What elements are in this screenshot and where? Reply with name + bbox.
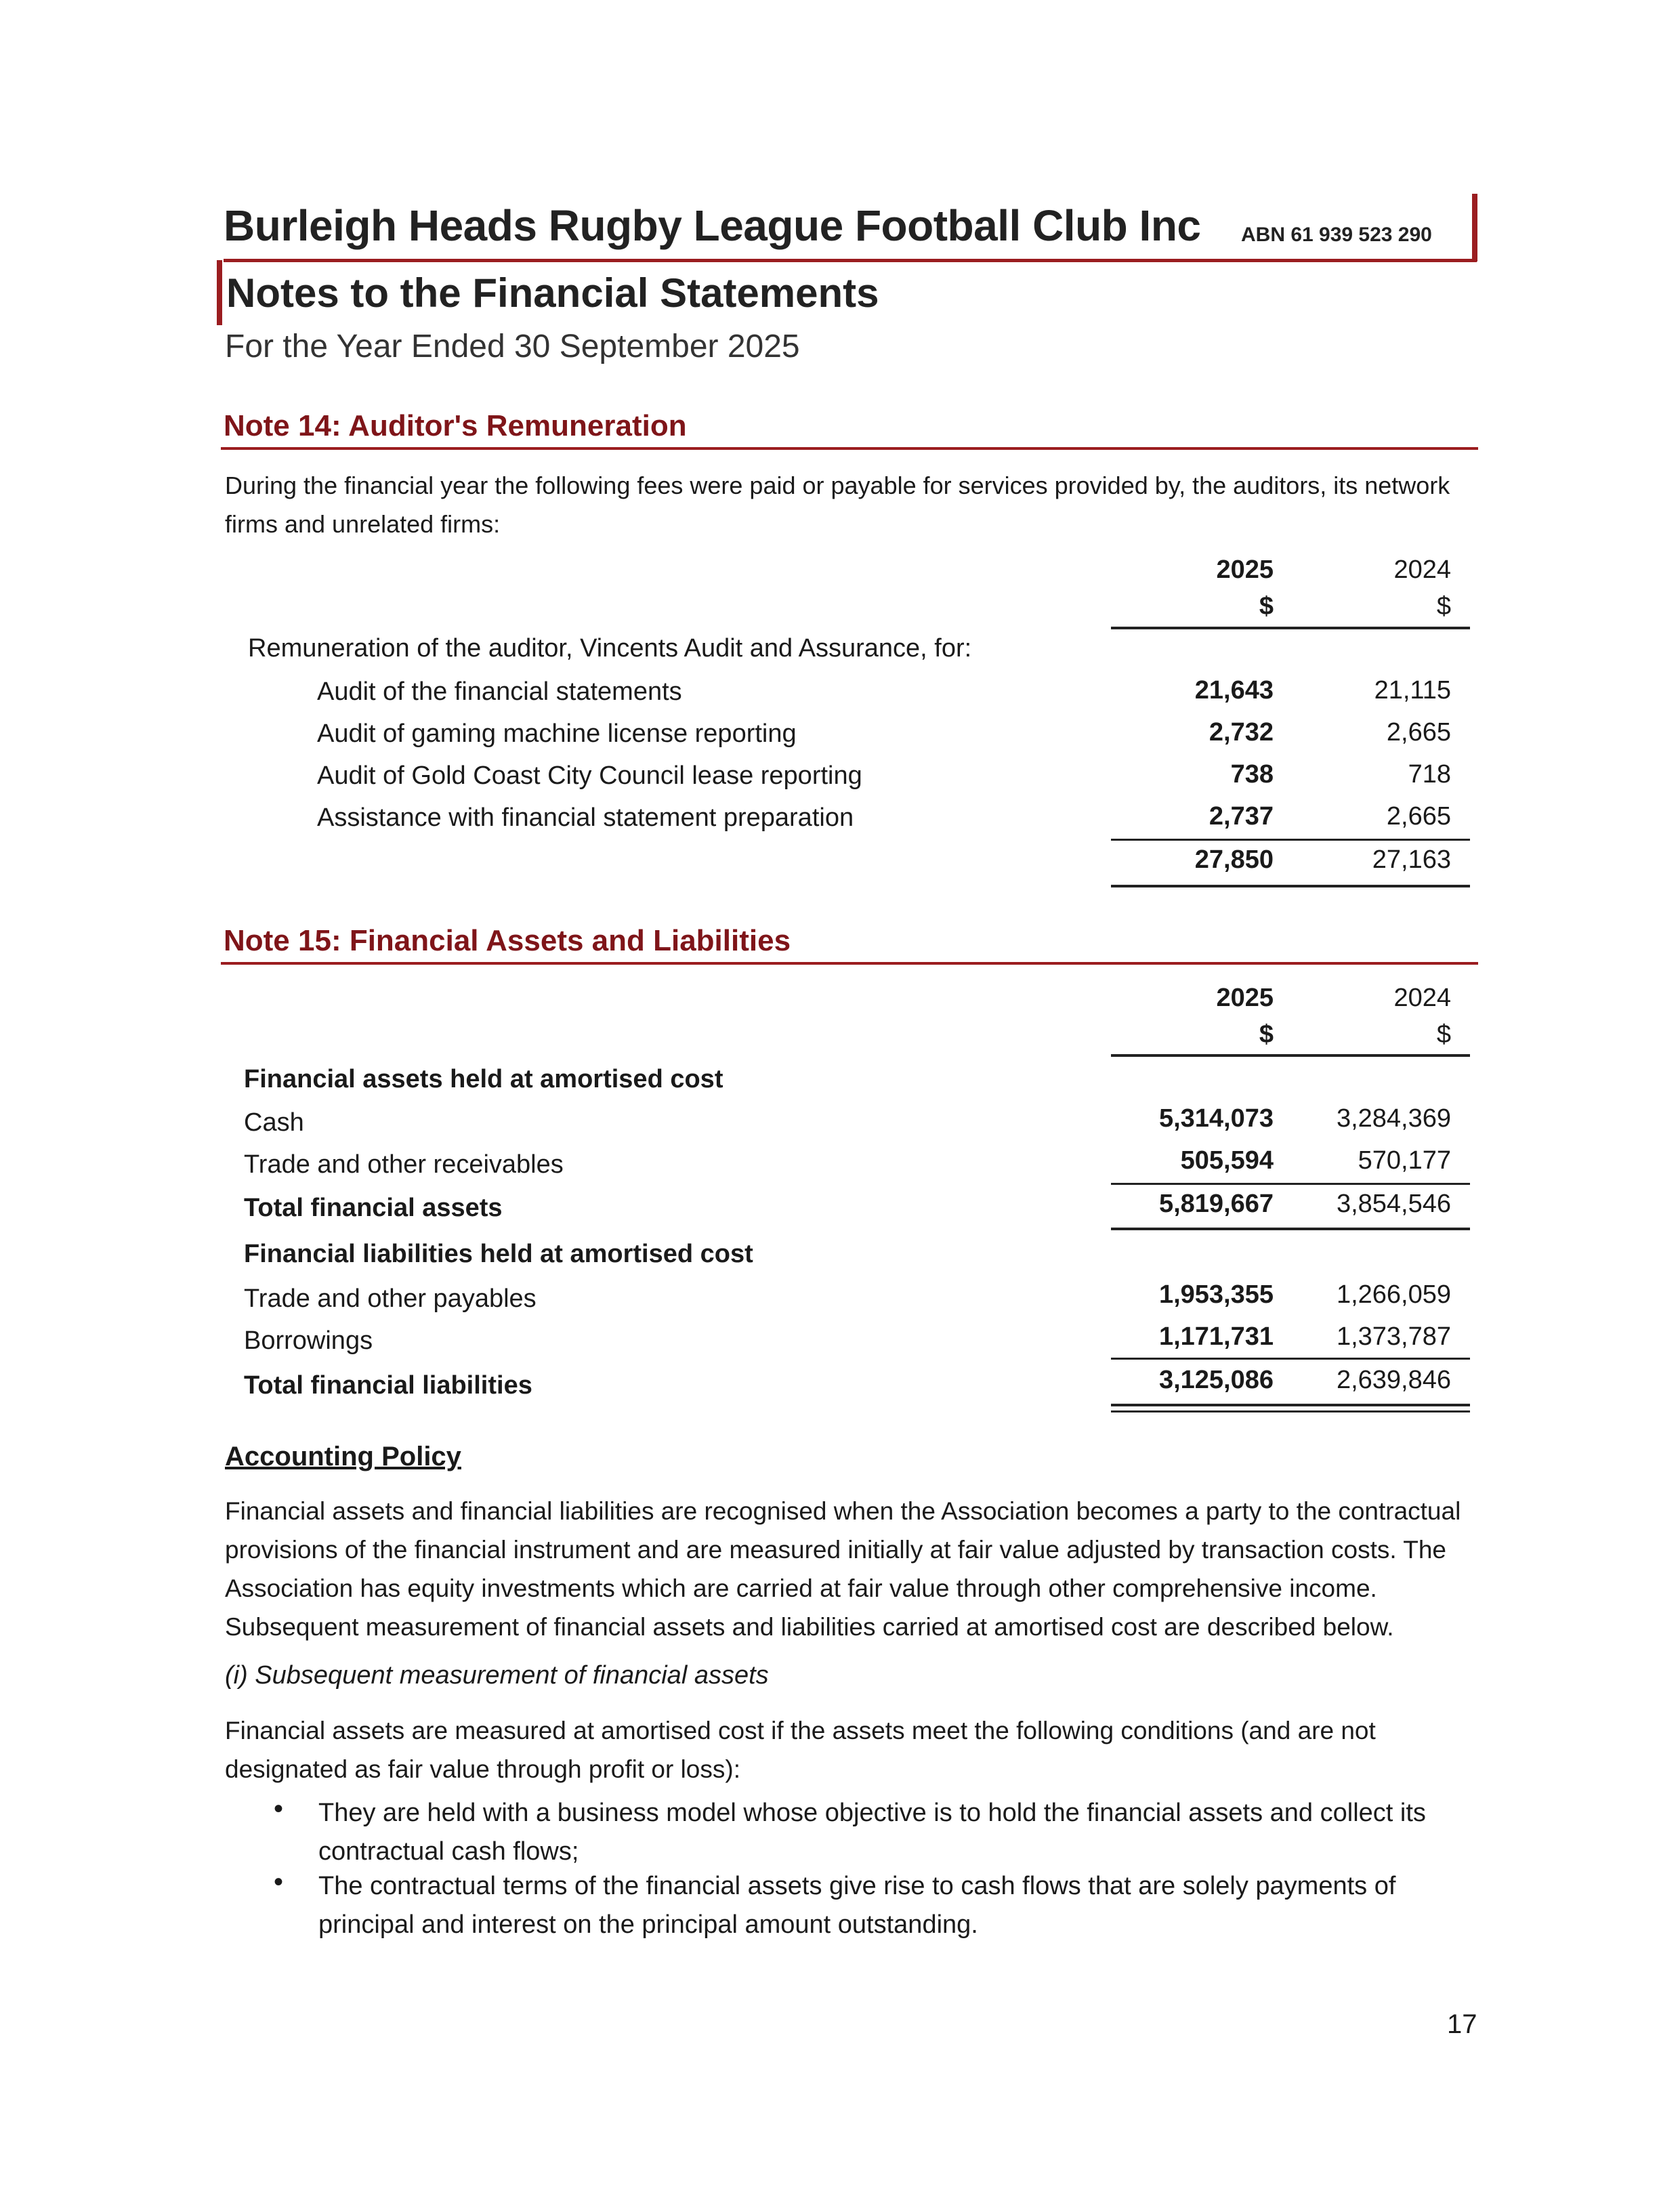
accounting-policy-heading: Accounting Policy <box>225 1442 461 1471</box>
header-accent-bar-left <box>217 260 222 325</box>
note14-row-2025: 738 <box>1230 760 1274 789</box>
note14-currency-2025: $ <box>1259 592 1274 621</box>
liabilities-row-label: Borrowings <box>244 1326 373 1355</box>
note14-header-rule <box>1111 627 1470 629</box>
note15-header-rule <box>1111 1054 1470 1057</box>
bullet-item: The contractual terms of the financial assets give rise to cash flows that are solely payments of principal and interest on the principal amount outstanding. <box>318 1872 1396 1939</box>
note14-rule <box>221 447 1478 450</box>
note14-row-2025: 21,643 <box>1194 676 1274 705</box>
note15-currency-2025: $ <box>1259 1020 1274 1049</box>
assets-total-2024: 3,854,546 <box>1336 1190 1451 1218</box>
note14-currency-2024: $ <box>1436 592 1451 621</box>
abn-number: ABN 61 939 523 290 <box>1241 224 1432 246</box>
assets-row-2025: 505,594 <box>1180 1146 1274 1175</box>
header-accent-bar-right <box>1472 194 1477 261</box>
note15-col-2025: 2025 <box>1216 984 1274 1012</box>
accounting-policy-subheading: (i) Subsequent measurement of financial assets <box>225 1661 769 1690</box>
liabilities-total-rule <box>1111 1404 1470 1406</box>
note14-row-label: Audit of the financial statements <box>317 677 682 706</box>
assets-row-label: Cash <box>244 1108 304 1137</box>
liabilities-total-2025: 3,125,086 <box>1158 1366 1274 1394</box>
bullet-item: They are held with a business model whose objective is to hold the financial assets and collect its contractual cash flows; <box>318 1799 1426 1866</box>
assets-heading: Financial assets held at amortised cost <box>244 1065 723 1093</box>
assets-row-2024: 3,284,369 <box>1336 1104 1451 1133</box>
note14-total-2025: 27,850 <box>1194 845 1274 874</box>
bullet-icon: • <box>274 1794 284 1824</box>
note14-row-2024: 718 <box>1408 760 1451 789</box>
header-rule <box>224 259 1477 262</box>
liabilities-row-2024: 1,373,787 <box>1336 1322 1451 1351</box>
assets-row-2024: 570,177 <box>1358 1146 1451 1175</box>
note14-col-2024: 2024 <box>1393 556 1451 584</box>
assets-subtotal-rule <box>1111 1183 1470 1185</box>
note15-rule <box>221 962 1478 965</box>
accounting-policy-conditions: Financial assets are measured at amortised cost if the assets meet the following conditions (and are not designated as fair value through profit or loss): <box>225 1717 1376 1783</box>
note14-col-2025: 2025 <box>1216 556 1274 584</box>
liabilities-total-label: Total financial liabilities <box>244 1371 532 1400</box>
note14-row-2025: 2,732 <box>1209 718 1274 747</box>
note14-total-rule <box>1111 885 1470 887</box>
club-name: Burleigh Heads Rugby League Football Club Inc <box>224 201 1201 250</box>
liabilities-row-2024: 1,266,059 <box>1336 1280 1451 1309</box>
liabilities-row-2025: 1,953,355 <box>1158 1280 1274 1309</box>
note14-subtotal-rule <box>1111 839 1470 841</box>
note14-row-label: Audit of gaming machine license reporting <box>317 719 797 748</box>
note14-heading: Note 14: Auditor's Remuneration <box>224 409 687 442</box>
note14-intro: During the financial year the following fees were paid or payable for services provided by, the auditors, its network firms and unrelated firms: <box>225 472 1450 538</box>
page-subtitle: For the Year Ended 30 September 2025 <box>225 329 800 364</box>
note15-col-2024: 2024 <box>1393 984 1451 1012</box>
accounting-policy-paragraph: Financial assets and financial liabilities are recognised when the Association becomes a party to the contractual provisions of the financial instrument and are measured initially at fair value adjusted by transaction costs. The Association has equity investments which are carried at fair value through other comprehensive income. Subsequent measurement of financial assets and liabilities carried at amortised cost are described below. <box>225 1497 1461 1641</box>
note14-row-label: Assistance with financial statement preparation <box>317 803 854 832</box>
assets-row-2025: 5,314,073 <box>1158 1104 1274 1133</box>
liabilities-total-double-rule <box>1111 1410 1470 1413</box>
note14-row-label: Audit of Gold Coast City Council lease reporting <box>317 761 862 790</box>
note14-total-2024: 27,163 <box>1372 845 1451 874</box>
note15-currency-2024: $ <box>1436 1020 1451 1049</box>
assets-total-label: Total financial assets <box>244 1194 503 1222</box>
note14-group-label: Remuneration of the auditor, Vincents Audit and Assurance, for: <box>248 634 972 663</box>
note14-row-2024: 2,665 <box>1386 802 1451 831</box>
note14-row-2024: 21,115 <box>1374 676 1451 705</box>
note15-heading: Note 15: Financial Assets and Liabilities <box>224 924 791 957</box>
liabilities-heading: Financial liabilities held at amortised cost <box>244 1240 753 1268</box>
assets-row-label: Trade and other receivables <box>244 1150 564 1179</box>
page-title: Notes to the Financial Statements <box>226 270 879 316</box>
assets-total-2025: 5,819,667 <box>1158 1190 1274 1218</box>
page-number: 17 <box>1447 2009 1477 2039</box>
liabilities-row-label: Trade and other payables <box>244 1284 537 1313</box>
liabilities-total-2024: 2,639,846 <box>1336 1366 1451 1394</box>
liabilities-subtotal-rule <box>1111 1358 1470 1360</box>
liabilities-row-2025: 1,171,731 <box>1158 1322 1274 1351</box>
note14-row-2025: 2,737 <box>1209 802 1274 831</box>
note14-row-2024: 2,665 <box>1386 718 1451 747</box>
assets-total-rule <box>1111 1228 1470 1230</box>
bullet-icon: • <box>274 1867 284 1897</box>
